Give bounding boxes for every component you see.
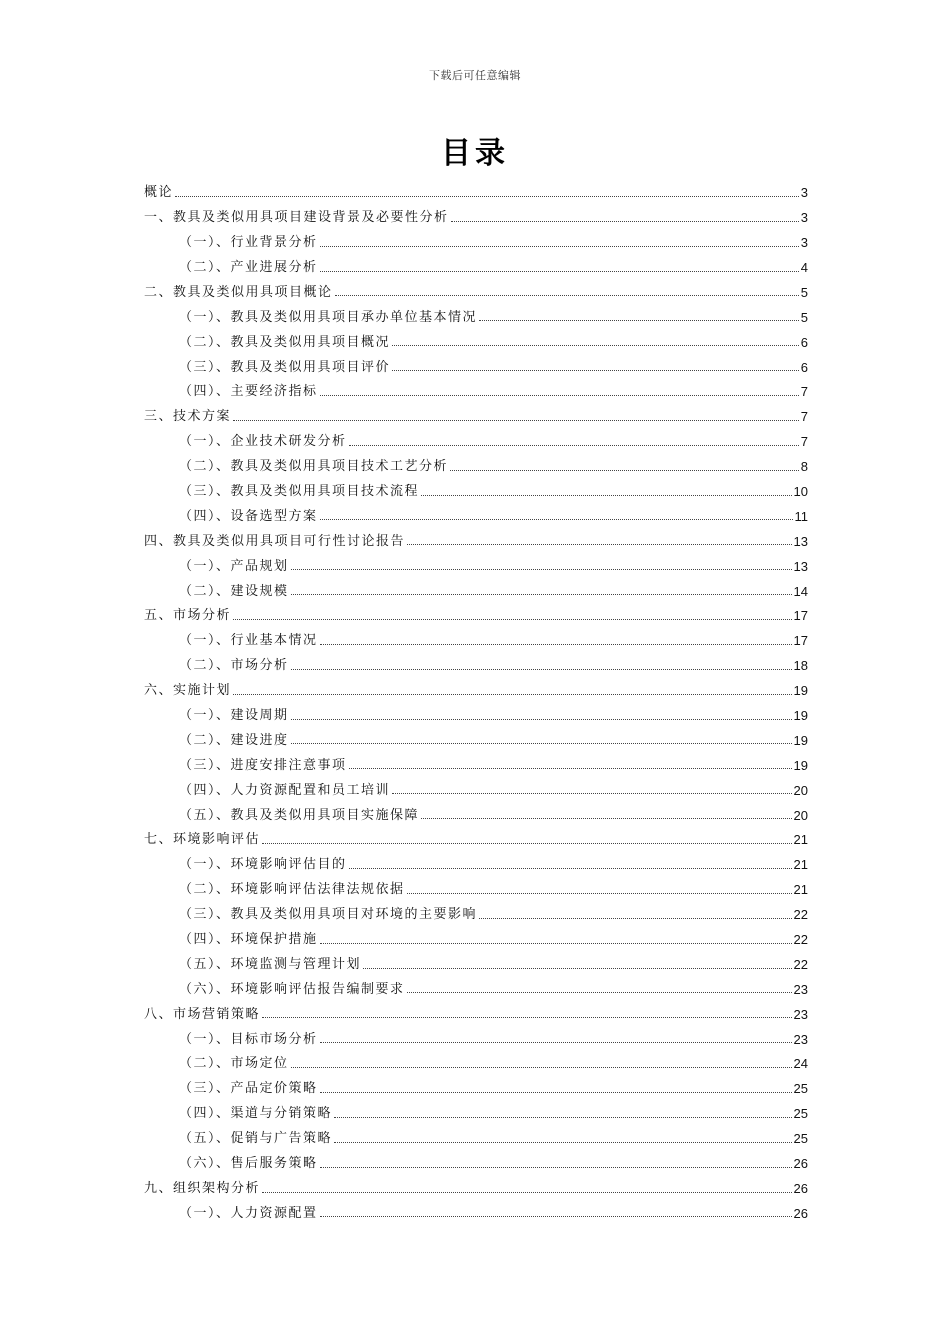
dot-leader xyxy=(320,1167,792,1168)
toc-entry-label: 二、教具及类似用具项目概论 xyxy=(144,284,333,300)
toc-entry-page-number: 10 xyxy=(793,483,808,499)
toc-entry[interactable] xyxy=(144,1172,808,1197)
toc-entry-page-number: 17 xyxy=(793,608,808,624)
dot-leader xyxy=(421,495,792,496)
toc-entry[interactable] xyxy=(144,475,808,500)
toc-entry-label: （二）、教具及类似用具项目技术工艺分析 xyxy=(179,459,449,475)
dot-leader xyxy=(291,594,792,595)
dot-leader xyxy=(291,569,792,570)
dot-leader xyxy=(291,669,792,670)
toc-entry[interactable] xyxy=(144,1047,808,1072)
toc-entry-label: （二）、产业进展分析 xyxy=(179,259,318,275)
page-title: 目录 xyxy=(441,136,509,171)
dot-leader xyxy=(233,694,792,695)
dot-leader xyxy=(421,818,792,819)
toc-entry-page-number: 14 xyxy=(793,583,808,599)
dot-leader xyxy=(335,295,799,296)
toc-entry-page-number: 3 xyxy=(800,235,808,251)
dot-leader xyxy=(392,793,792,794)
toc-entry-label: 三、技术方案 xyxy=(144,409,232,425)
toc-entry[interactable] xyxy=(144,524,808,549)
dot-leader xyxy=(363,968,792,969)
dot-leader xyxy=(320,644,792,645)
dot-leader xyxy=(479,320,799,321)
toc-entry[interactable] xyxy=(144,1147,808,1172)
toc-entry-page-number: 7 xyxy=(800,434,808,450)
toc-entry-page-number: 22 xyxy=(793,956,808,972)
toc-entry-page-number: 19 xyxy=(793,708,808,723)
dot-leader xyxy=(291,1067,792,1068)
toc-entry[interactable] xyxy=(144,350,808,375)
toc-entry-label: 六、实施计划 xyxy=(144,683,232,699)
toc-entry-label: 四、教具及类似用具项目可行性讨论报告 xyxy=(144,533,406,549)
toc-entry-label: （二）、市场分析 xyxy=(179,658,289,674)
toc-entry-page-number: 5 xyxy=(800,284,808,300)
toc-entry-label: （五）、教具及类似用具项目实施保障 xyxy=(179,807,420,823)
dot-leader xyxy=(450,470,799,471)
dot-leader xyxy=(233,619,792,620)
toc-entry-page-number: 13 xyxy=(793,558,808,574)
toc-entry-label: （二）、建设进度 xyxy=(179,732,289,748)
toc-entry[interactable] xyxy=(144,276,808,301)
toc-entry[interactable] xyxy=(144,699,808,724)
dot-leader xyxy=(320,943,792,944)
toc-entry-page-number: 24 xyxy=(793,1056,808,1072)
toc-entry-page-number: 19 xyxy=(793,683,808,699)
toc-entry[interactable] xyxy=(144,1097,808,1122)
dot-leader xyxy=(262,1017,792,1018)
toc-entry-page-number: 6 xyxy=(800,359,808,375)
dot-leader xyxy=(320,519,793,520)
toc-entry-label: （五）、环境监测与管理计划 xyxy=(179,956,362,972)
dot-leader xyxy=(392,345,799,346)
toc-entry[interactable] xyxy=(144,425,808,450)
table-of-contents xyxy=(144,176,808,1221)
toc-entry[interactable] xyxy=(144,873,808,898)
toc-entry[interactable] xyxy=(144,1197,808,1222)
toc-entry[interactable] xyxy=(144,1122,808,1147)
toc-entry[interactable] xyxy=(144,948,808,973)
dot-leader xyxy=(262,843,792,844)
toc-entry-page-number: 4 xyxy=(800,259,808,275)
toc-entry[interactable] xyxy=(144,923,808,948)
toc-entry-label: （一）、目标市场分析 xyxy=(179,1031,318,1047)
toc-entry[interactable] xyxy=(144,201,808,226)
toc-entry-page-number: 22 xyxy=(793,932,808,948)
toc-entry[interactable] xyxy=(144,400,808,425)
toc-entry[interactable] xyxy=(144,649,808,674)
toc-entry[interactable] xyxy=(144,674,808,699)
toc-entry-label: （三）、教具及类似用具项目技术流程 xyxy=(179,483,420,499)
dot-leader xyxy=(320,246,799,247)
toc-entry-label: （一）、企业技术研发分析 xyxy=(179,434,347,450)
toc-entry-page-number: 17 xyxy=(793,633,808,649)
toc-entry-label: （三）、产品定价策略 xyxy=(179,1081,318,1097)
toc-entry-label: 九、组织架构分析 xyxy=(144,1180,261,1196)
toc-entry-label: （六）、环境影响评估报告编制要求 xyxy=(179,981,405,997)
dot-leader xyxy=(320,1042,792,1043)
toc-entry[interactable] xyxy=(144,724,808,749)
toc-entry-label: 七、环境影响评估 xyxy=(144,832,261,848)
toc-entry-page-number: 19 xyxy=(793,732,808,748)
toc-entry-page-number: 5 xyxy=(800,309,808,325)
toc-entry-label: 概论 xyxy=(144,185,174,201)
dot-leader xyxy=(407,893,792,894)
toc-entry-label: （一）、产品规划 xyxy=(179,558,289,574)
toc-entry[interactable] xyxy=(144,1022,808,1047)
toc-entry[interactable] xyxy=(144,574,808,599)
toc-entry[interactable] xyxy=(144,325,808,350)
toc-entry-page-number: 21 xyxy=(793,832,808,848)
dot-leader xyxy=(262,1192,792,1193)
dot-leader xyxy=(451,221,799,222)
dot-leader xyxy=(233,420,799,421)
toc-entry-page-number: 19 xyxy=(793,757,808,773)
toc-entry-page-number: 20 xyxy=(793,782,808,798)
toc-entry-label: （三）、进度安排注意事项 xyxy=(179,757,347,773)
toc-entry[interactable] xyxy=(144,176,808,201)
toc-entry[interactable] xyxy=(144,748,808,773)
toc-entry[interactable] xyxy=(144,773,808,798)
toc-entry[interactable] xyxy=(144,848,808,873)
dot-leader xyxy=(349,445,799,446)
toc-entry-page-number: 3 xyxy=(800,185,808,201)
dot-leader xyxy=(291,719,792,720)
toc-entry[interactable] xyxy=(144,624,808,649)
toc-entry-label: （三）、教具及类似用具项目评价 xyxy=(179,359,391,375)
dot-leader xyxy=(175,196,799,197)
toc-entry[interactable] xyxy=(144,500,808,525)
toc-entry-page-number: 25 xyxy=(793,1081,808,1097)
toc-entry-label: （二）、建设规模 xyxy=(179,583,289,599)
toc-entry-label: （一）、环境影响评估目的 xyxy=(179,857,347,873)
toc-entry-page-number: 23 xyxy=(793,1031,808,1047)
toc-entry[interactable] xyxy=(144,1072,808,1097)
header-note: 下载后可任意编辑 xyxy=(429,69,521,82)
toc-entry-page-number: 26 xyxy=(793,1205,808,1221)
dot-leader xyxy=(334,1142,792,1143)
toc-entry[interactable] xyxy=(144,251,808,276)
toc-entry[interactable] xyxy=(144,300,808,325)
toc-entry-label: （六）、售后服务策略 xyxy=(179,1156,318,1172)
toc-entry-page-number: 26 xyxy=(793,1180,808,1196)
dot-leader xyxy=(479,918,792,919)
dot-leader xyxy=(334,1117,792,1118)
toc-entry-page-number: 23 xyxy=(793,981,808,997)
toc-entry-label: （一）、教具及类似用具项目承办单位基本情况 xyxy=(179,309,478,325)
toc-entry-page-number: 26 xyxy=(793,1156,808,1172)
toc-entry-page-number: 25 xyxy=(793,1131,808,1147)
dot-leader xyxy=(392,370,799,371)
dot-leader xyxy=(349,768,792,769)
toc-entry-page-number: 18 xyxy=(793,658,808,674)
dot-leader xyxy=(320,1216,792,1217)
toc-entry[interactable] xyxy=(144,798,808,823)
toc-entry-label: （四）、环境保护措施 xyxy=(179,932,318,948)
toc-entry-label: （一）、行业背景分析 xyxy=(179,235,318,251)
toc-entry-label: （四）、设备选型方案 xyxy=(179,508,318,524)
toc-entry-label: （二）、环境影响评估法律法规依据 xyxy=(179,882,405,898)
dot-leader xyxy=(407,992,792,993)
toc-entry-page-number: 22 xyxy=(793,907,808,923)
toc-entry[interactable] xyxy=(144,450,808,475)
toc-entry-label: （四）、主要经济指标 xyxy=(179,384,318,400)
toc-entry[interactable] xyxy=(144,599,808,624)
toc-entry-label: 八、市场营销策略 xyxy=(144,1006,261,1022)
toc-entry-label: （二）、市场定位 xyxy=(179,1056,289,1072)
toc-entry-label: （四）、人力资源配置和员工培训 xyxy=(179,782,391,798)
toc-entry[interactable] xyxy=(144,823,808,848)
dot-leader xyxy=(291,743,792,744)
toc-entry-page-number: 21 xyxy=(793,857,808,873)
toc-entry-label: （一）、建设周期 xyxy=(179,708,289,723)
toc-entry-label: （五）、促销与广告策略 xyxy=(179,1131,333,1147)
toc-entry-label: （一）、人力资源配置 xyxy=(179,1205,318,1221)
toc-entry-page-number: 7 xyxy=(800,409,808,425)
toc-entry-label: 五、市场分析 xyxy=(144,608,232,624)
dot-leader xyxy=(320,395,799,396)
toc-entry-page-number: 23 xyxy=(793,1006,808,1022)
dot-leader xyxy=(349,868,792,869)
toc-entry-page-number: 25 xyxy=(793,1106,808,1122)
toc-entry-page-number: 8 xyxy=(800,459,808,475)
toc-entry-page-number: 7 xyxy=(800,384,808,400)
dot-leader xyxy=(320,271,799,272)
toc-entry-page-number: 11 xyxy=(794,508,808,524)
toc-entry-page-number: 20 xyxy=(793,807,808,823)
toc-entry[interactable] xyxy=(144,226,808,251)
toc-entry-page-number: 3 xyxy=(800,210,808,226)
toc-entry[interactable] xyxy=(144,898,808,923)
toc-entry-label: （一）、行业基本情况 xyxy=(179,633,318,649)
toc-entry-label: 一、教具及类似用具项目建设背景及必要性分析 xyxy=(144,210,449,226)
toc-entry[interactable] xyxy=(144,549,808,574)
toc-entry[interactable] xyxy=(144,973,808,998)
toc-entry[interactable] xyxy=(144,997,808,1022)
toc-entry-label: （四）、渠道与分销策略 xyxy=(179,1106,333,1122)
toc-entry-page-number: 13 xyxy=(793,533,808,549)
toc-entry-label: （三）、教具及类似用具项目对环境的主要影响 xyxy=(179,907,478,923)
toc-entry-page-number: 6 xyxy=(800,334,808,350)
dot-leader xyxy=(407,544,792,545)
toc-entry[interactable] xyxy=(144,375,808,400)
dot-leader xyxy=(320,1092,792,1093)
toc-entry-label: （二）、教具及类似用具项目概况 xyxy=(179,334,391,350)
toc-entry-page-number: 21 xyxy=(793,882,808,898)
